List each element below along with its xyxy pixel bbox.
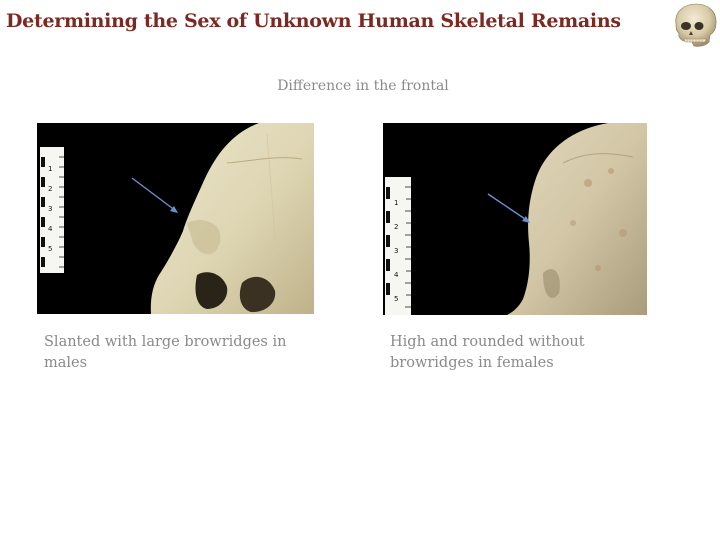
female-caption: High and rounded without browridges in females xyxy=(390,334,585,371)
scale-tick-label: 2 xyxy=(48,185,53,193)
scale-tick-label: 1 xyxy=(48,165,53,173)
male-caption: Slanted with large browridges in males xyxy=(44,334,287,371)
scale-tick-label: 2 xyxy=(394,223,399,231)
slide-subtitle: Difference in the frontal xyxy=(277,78,449,94)
scale-tick-label: 5 xyxy=(48,245,53,253)
scale-tick-label: 4 xyxy=(394,271,399,279)
scale-tick-label: 3 xyxy=(48,205,53,213)
scale-tick-label: 3 xyxy=(394,247,399,255)
measurement-scale xyxy=(385,177,411,315)
slide-title: Determining the Sex of Unknown Human Skeletal Remains xyxy=(6,10,621,32)
measurement-scale xyxy=(40,147,64,273)
female-skull-frontal-photo xyxy=(383,123,647,315)
scale-tick-label: 1 xyxy=(394,199,399,207)
skull-icon xyxy=(668,2,720,48)
scale-tick-label: 4 xyxy=(48,225,53,233)
scale-tick-label: 5 xyxy=(394,295,399,303)
male-skull-frontal-photo xyxy=(37,123,314,314)
